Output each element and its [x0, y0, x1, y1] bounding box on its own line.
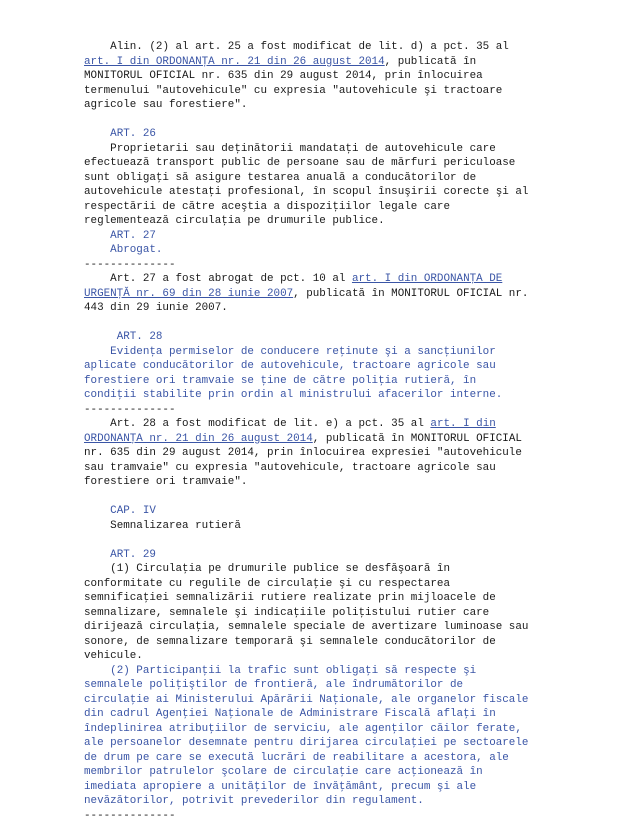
- art-26-heading: ART. 26: [84, 128, 156, 140]
- separator-rule: --------------: [84, 809, 176, 822]
- separator-rule: --------------: [84, 258, 176, 271]
- separator-rule: --------------: [84, 403, 176, 416]
- note-art-27-text-3: 443 din 29 iunie 2007.: [84, 302, 228, 314]
- note-art-27-text-2: , publicată în MONITORUL OFICIAL nr.: [293, 287, 529, 300]
- note-art-27-text: Art. 27 a fost abrogat de pct. 10 al: [84, 273, 352, 285]
- chapter-title: Semnalizarea rutieră: [84, 519, 241, 532]
- link-ordonanta-urgenta-69-2007-b[interactable]: URGENŢĂ nr. 69 din 28 iunie 2007: [84, 287, 294, 300]
- note-art-25-text-2: , publicată în: [384, 55, 477, 68]
- art-28-heading: ART. 28: [84, 331, 163, 343]
- link-ordonanta-21-2014-a[interactable]: art. I din: [430, 418, 496, 430]
- note-art-28-text-3: nr. 635 din 29 august 2014, prin înlocuirea expresiei "autovehicule sau tramvaie" cu expresia "autovehicule, tractoare agricole sau forestiere ori tramvaie".: [84, 447, 522, 488]
- chapter-heading: CAP. IV: [84, 505, 156, 517]
- note-art-25-text-3: MONITORUL OFICIAL nr. 635 din 29 august 2014, prin înlocuirea termenului "autovehicule" cu expresia "autovehicule şi tractoare agricole sau forestiere".: [84, 70, 503, 111]
- art-29-paragraph-1: (1) Circulaţia pe drumurile publice se desfăşoară în conformitate cu regulile de circulaţie şi cu respectarea semnificaţiei semnalizării rutiere realizate prin mijloacele de semnalizare, semnalele şi indicaţiile poliţistului rutier care dirijează circulaţia, semnalele speciale de avertizare luminoase sau sonore, de semnalizare temporară şi semnalele conducătorilor de vehicule.: [84, 563, 529, 662]
- document-page: [84, 40, 564, 823]
- note-art-28-text-2: , publicată în MONITORUL OFICIAL: [312, 432, 522, 445]
- art-27-status: Abrogat.: [84, 244, 163, 256]
- note-art-25: [84, 40, 564, 113]
- art-27-heading: ART. 27: [84, 229, 156, 242]
- art-28-body: Evidenţa permiselor de conducere reţinute şi a sancţiunilor aplicate conducătorilor de autovehicule, tractoare agricole sau forestiere ori tramvaie se ţine de către poliţia rutieră, în condiţii stabilite prin ordin al ministrului afacerilor interne.: [84, 345, 503, 401]
- art-29-heading: ART. 29: [84, 548, 156, 561]
- note-art-28: [84, 417, 564, 490]
- note-art-27: [84, 272, 564, 316]
- art-29-paragraph-2: (2) Participanţii la trafic sunt obligaţi să respecte şi semnalele poliţiştilor de frontieră, ale îndrumătorilor de circulaţie ai Ministerului Apărării Naţionale, ale organelor fiscale din cadrul Agenţiei Naţionale de Administrare Fiscală aflaţi în îndeplinirea atribuţiilor de serviciu, ale agenţilor căilor ferate, ale persoanelor desemnate pentru dirijarea circulaţiei pe sectoarele de drum pe care se execută lucrări de reabilitare a acestora, ale membrilor patrulelor şcolare de circulaţie care acţionează în imediata apropiere a unităţilor de învăţământ, precum şi ale nevăzătorilor, potrivit prevederilor din regulament.: [84, 664, 529, 807]
- note-art-25-text: Alin. (2) al art. 25 a fost modificat de lit. d) a pct. 35 al: [84, 41, 509, 53]
- link-ordonanta-21-2014[interactable]: art. I din ORDONANŢA nr. 21 din 26 august 2014: [84, 55, 385, 68]
- link-ordonanta-urgenta-69-2007-a[interactable]: art. I din ORDONANŢA DE: [351, 273, 503, 285]
- link-ordonanta-21-2014-b[interactable]: ORDONANŢA nr. 21 din 26 august 2014: [84, 432, 313, 445]
- art-26-body: Proprietarii sau deţinătorii mandataţi de autovehicule care efectuează transport public de persoane sau de mărfuri periculoase sunt obligaţi să asigure testarea anuală a conducătorilor de autovehicule atestaţi profesional, în scopul însuşirii corecte şi al respectării de către aceştia a dispoziţiilor legale care reglementează circulaţia pe drumurile publice.: [84, 142, 529, 227]
- note-art-28-text: Art. 28 a fost modificat de lit. e) a pct. 35 al: [84, 418, 431, 430]
